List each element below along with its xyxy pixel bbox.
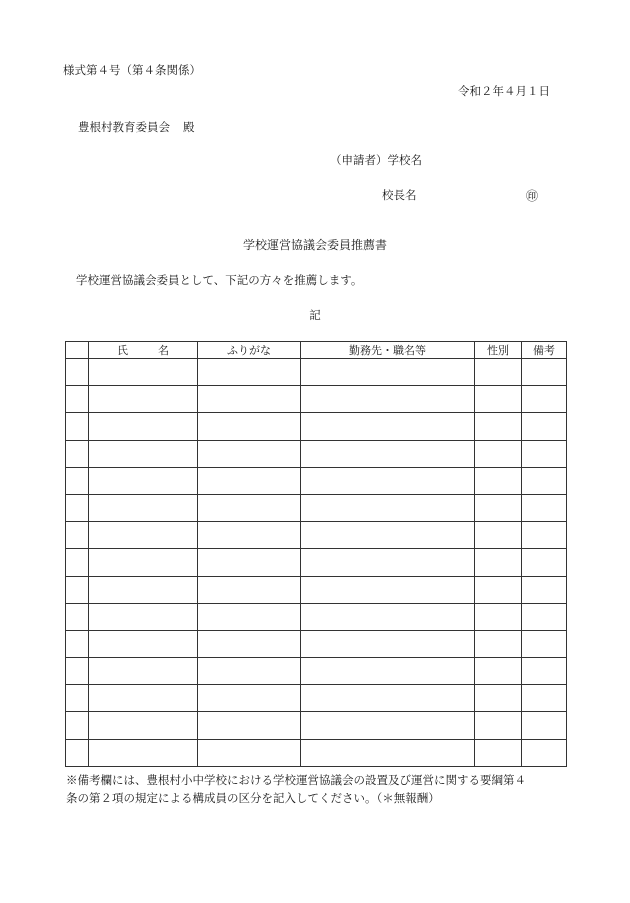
cell-furigana[interactable] (198, 576, 301, 603)
table-row (66, 603, 567, 630)
cell-furigana[interactable] (198, 494, 301, 521)
cell-workplace[interactable] (301, 494, 475, 521)
cell-remarks[interactable] (522, 630, 567, 657)
cell-remarks[interactable] (522, 658, 567, 685)
table-body (66, 359, 567, 767)
cell-gender[interactable] (475, 603, 522, 630)
header-furigana: ふりがな (198, 342, 301, 359)
applicant-school-label: （申請者）学校名 (330, 153, 422, 167)
cell-gender[interactable] (475, 386, 522, 413)
cell-number (66, 685, 89, 712)
cell-furigana[interactable] (198, 386, 301, 413)
form-number: 様式第４号（第４条関係） (63, 63, 201, 77)
cell-name[interactable] (89, 658, 198, 685)
cell-name[interactable] (89, 494, 198, 521)
remarks-note-line-2: 条の第２項の規定による構成員の区分を記入してください。（＊無報酬） (66, 791, 440, 805)
cell-gender[interactable] (475, 359, 522, 386)
cell-furigana[interactable] (198, 440, 301, 467)
cell-remarks[interactable] (522, 413, 567, 440)
cell-name[interactable] (89, 603, 198, 630)
cell-name[interactable] (89, 739, 198, 766)
cell-gender[interactable] (475, 630, 522, 657)
cell-remarks[interactable] (522, 386, 567, 413)
principal-name-label: 校長名 (382, 188, 417, 202)
cell-workplace[interactable] (301, 576, 475, 603)
intro-text: 学校運営協議会委員として、下記の方々を推薦します。 (76, 273, 363, 287)
cell-number (66, 467, 89, 494)
header-workplace: 勤務先・職名等 (301, 342, 475, 359)
table-row (66, 739, 567, 766)
cell-remarks[interactable] (522, 467, 567, 494)
remarks-note (66, 771, 526, 807)
recommendation-table-wrapper (65, 341, 567, 767)
cell-number (66, 386, 89, 413)
cell-number (66, 413, 89, 440)
cell-name[interactable] (89, 522, 198, 549)
cell-gender[interactable] (475, 739, 522, 766)
cell-gender[interactable] (475, 413, 522, 440)
table-row (66, 549, 567, 576)
table-row (66, 386, 567, 413)
cell-remarks[interactable] (522, 685, 567, 712)
document-title: 学校運営協議会委員推薦書 (242, 238, 387, 252)
cell-remarks[interactable] (522, 359, 567, 386)
table-row (66, 630, 567, 657)
cell-furigana[interactable] (198, 658, 301, 685)
cell-furigana[interactable] (198, 712, 301, 739)
cell-remarks[interactable] (522, 576, 567, 603)
cell-gender[interactable] (475, 712, 522, 739)
cell-number (66, 739, 89, 766)
cell-name[interactable] (89, 712, 198, 739)
table-header-row (66, 342, 567, 359)
table-row (66, 658, 567, 685)
cell-number (66, 494, 89, 521)
cell-name[interactable] (89, 359, 198, 386)
cell-remarks[interactable] (522, 712, 567, 739)
addressee (78, 119, 195, 135)
table-row (66, 467, 567, 494)
addressee-name: 豊根村教育委員会 (78, 120, 170, 134)
table-row (66, 413, 567, 440)
cell-gender[interactable] (475, 440, 522, 467)
ki-heading: 記 (309, 308, 321, 322)
cell-remarks[interactable] (522, 549, 567, 576)
cell-workplace[interactable] (301, 549, 475, 576)
cell-furigana[interactable] (198, 739, 301, 766)
addressee-honorific: 殿 (183, 120, 195, 134)
cell-gender[interactable] (475, 576, 522, 603)
cell-gender[interactable] (475, 494, 522, 521)
cell-workplace[interactable] (301, 467, 475, 494)
header-gender: 性別 (475, 342, 522, 359)
cell-number (66, 658, 89, 685)
cell-remarks[interactable] (522, 494, 567, 521)
cell-remarks[interactable] (522, 739, 567, 766)
cell-name[interactable] (89, 549, 198, 576)
seal-mark: ㊞ (526, 189, 539, 203)
cell-number (66, 712, 89, 739)
cell-name[interactable] (89, 630, 198, 657)
cell-furigana[interactable] (198, 549, 301, 576)
table-row (66, 494, 567, 521)
cell-number (66, 440, 89, 467)
cell-name[interactable] (89, 467, 198, 494)
remarks-note-line-1: ※備考欄には、豊根村小中学校における学校運営協議会の設置及び運営に関する要綱第４ (66, 773, 526, 787)
cell-remarks[interactable] (522, 440, 567, 467)
cell-number (66, 630, 89, 657)
cell-number (66, 576, 89, 603)
header-row-number (66, 342, 89, 359)
document-date: 令和２年４月１日 (458, 84, 550, 98)
cell-number (66, 359, 89, 386)
cell-workplace[interactable] (301, 413, 475, 440)
header-remarks: 備考 (522, 342, 567, 359)
cell-remarks[interactable] (522, 522, 567, 549)
cell-workplace[interactable] (301, 712, 475, 739)
table-row (66, 359, 567, 386)
cell-furigana[interactable] (198, 522, 301, 549)
recommendation-table (65, 341, 567, 767)
header-name (89, 342, 198, 359)
cell-gender[interactable] (475, 685, 522, 712)
cell-name[interactable] (89, 685, 198, 712)
table-row (66, 522, 567, 549)
cell-workplace[interactable] (301, 658, 475, 685)
table-row (66, 576, 567, 603)
cell-gender[interactable] (475, 467, 522, 494)
cell-gender[interactable] (475, 549, 522, 576)
cell-furigana[interactable] (198, 467, 301, 494)
table-row (66, 712, 567, 739)
cell-number (66, 603, 89, 630)
cell-furigana[interactable] (198, 359, 301, 386)
cell-furigana[interactable] (198, 413, 301, 440)
table-row (66, 685, 567, 712)
header-name-given: 名 (158, 344, 169, 357)
cell-workplace[interactable] (301, 522, 475, 549)
cell-furigana[interactable] (198, 630, 301, 657)
table-row (66, 440, 567, 467)
cell-number (66, 549, 89, 576)
cell-name[interactable] (89, 440, 198, 467)
cell-furigana[interactable] (198, 603, 301, 630)
cell-workplace[interactable] (301, 359, 475, 386)
cell-workplace[interactable] (301, 386, 475, 413)
cell-number (66, 522, 89, 549)
cell-workplace[interactable] (301, 739, 475, 766)
header-name-surname: 氏 (117, 344, 128, 357)
cell-remarks[interactable] (522, 603, 567, 630)
cell-name[interactable] (89, 413, 198, 440)
cell-workplace[interactable] (301, 440, 475, 467)
cell-workplace[interactable] (301, 630, 475, 657)
cell-gender[interactable] (475, 658, 522, 685)
cell-workplace[interactable] (301, 603, 475, 630)
cell-gender[interactable] (475, 522, 522, 549)
cell-name[interactable] (89, 576, 198, 603)
cell-workplace[interactable] (301, 685, 475, 712)
cell-furigana[interactable] (198, 685, 301, 712)
cell-name[interactable] (89, 386, 198, 413)
